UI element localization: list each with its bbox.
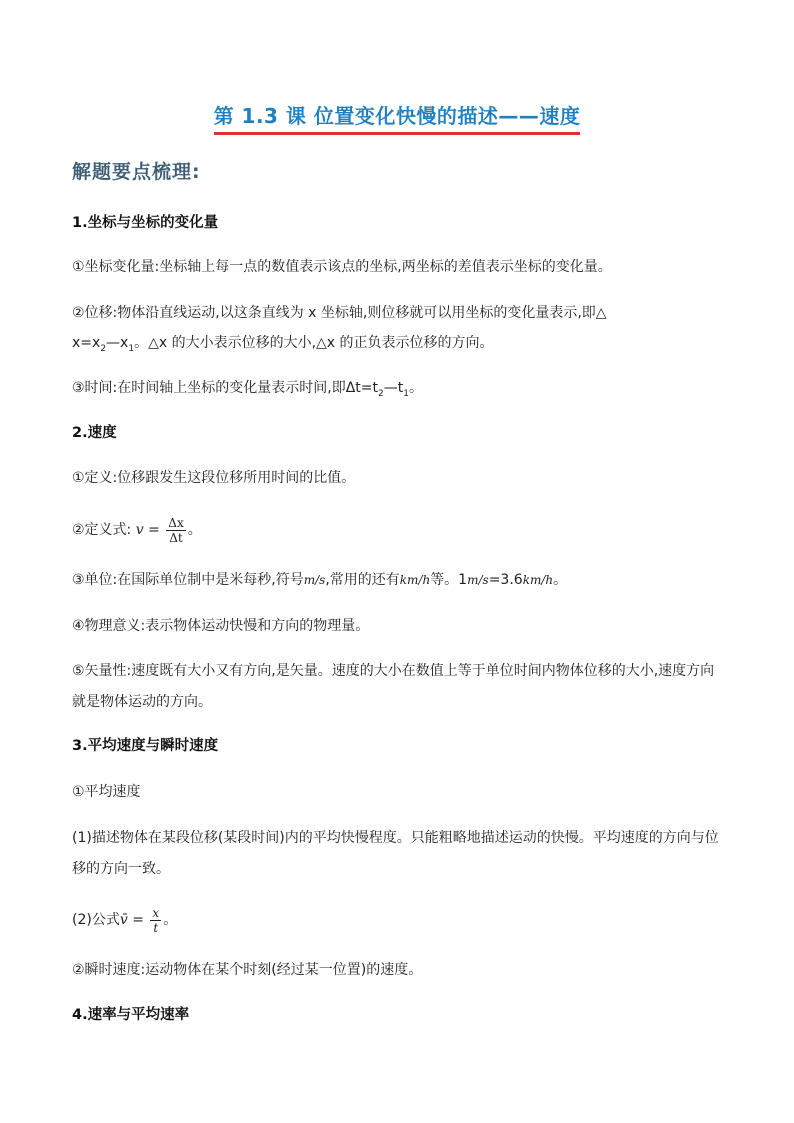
s4-heading: 4.速率与平均速率 bbox=[72, 1007, 190, 1023]
s2-paragraph-2 bbox=[72, 510, 727, 550]
velocity-fraction bbox=[166, 516, 185, 545]
s3-p3-label: (2)公式 bbox=[72, 912, 120, 928]
s1-p3-text-a: ③时间:在时间轴上坐标的变化量表示时间,即Δt=t bbox=[72, 380, 379, 396]
s1-heading: 1.坐标与坐标的变化量 bbox=[72, 215, 219, 231]
s2-p3-text-b: ,常用的还有 bbox=[325, 572, 400, 588]
s2-paragraph-3 bbox=[72, 565, 727, 596]
title-container bbox=[0, 102, 794, 135]
s1-p3-sub-2: 1 bbox=[403, 388, 409, 399]
s2-p2-v: v bbox=[135, 522, 144, 538]
s2-heading: 2.速度 bbox=[72, 425, 117, 441]
s2-p3-unit-1: m/s bbox=[303, 573, 326, 587]
avg-velocity-numerator: x bbox=[152, 905, 160, 920]
velocity-fraction-numerator: Δx bbox=[168, 515, 184, 530]
s1-paragraph-2-line-1: ②位移:物体沿直线运动,以这条直线为 x 坐标轴,则位移就可以用坐标的变化量表示,即△ bbox=[72, 305, 607, 321]
section-heading: 解题要点梳理: bbox=[72, 161, 201, 183]
s1-p2-text-a: x=x bbox=[72, 335, 101, 351]
s2-p3-unit-3: m/s bbox=[467, 573, 489, 587]
s1-p2-sub-2: 1 bbox=[128, 343, 135, 354]
s2-paragraph-4: ④物理意义:表示物体运动快慢和方向的物理量。 bbox=[72, 618, 370, 634]
s1-p2-text-b: —x bbox=[106, 335, 129, 351]
s1-p3-text-b: —t bbox=[383, 380, 404, 396]
s1-p3-sub-1: 2 bbox=[378, 388, 384, 399]
s1-paragraph-3 bbox=[72, 373, 727, 410]
s2-p3-text-a: ③单位:在国际单位制中是米每秒,符号 bbox=[72, 572, 304, 588]
s1-p2-sub-1: 2 bbox=[100, 343, 107, 354]
s3-paragraph-2: (1)描述物体在某段位移(某段时间)内的平均快慢程度。只能粗略地描述运动的快慢。平均速度的方向与位移的方向一致。 bbox=[72, 830, 719, 877]
s2-p3-text-d: =3.6 bbox=[488, 572, 523, 588]
page-title: 第 1.3 课 位置变化快慢的描述——速度 bbox=[214, 102, 581, 135]
avg-velocity-fraction bbox=[150, 906, 161, 935]
s2-paragraph-5: ⑤矢量性:速度既有大小又有方向,是矢量。速度的大小在数值上等于单位时间内物体位移的大小,速度方向就是物体运动的方向。 bbox=[72, 663, 715, 710]
s3-p3-v: v̄ bbox=[119, 912, 128, 928]
s2-p2-end: 。 bbox=[187, 522, 202, 538]
s2-p2-eq: = bbox=[143, 522, 165, 538]
velocity-fraction-denominator: Δt bbox=[169, 530, 183, 545]
s1-p3-text-c: 。 bbox=[408, 380, 423, 396]
s3-paragraph-1: ①平均速度 bbox=[72, 784, 141, 800]
s3-paragraph-4: ②瞬时速度:运动物体在某个时刻(经过某一位置)的速度。 bbox=[72, 962, 423, 978]
s3-paragraph-3 bbox=[72, 900, 727, 940]
s2-p3-unit-2: km/h bbox=[399, 573, 431, 587]
s2-p3-unit-4: km/h bbox=[522, 573, 554, 587]
s1-paragraph-2-line-2 bbox=[72, 328, 727, 365]
s1-paragraph-1: ①坐标变化量:坐标轴上每一点的数值表示该点的坐标,两坐标的差值表示坐标的变化量。 bbox=[72, 259, 612, 275]
s2-p3-text-e: 。 bbox=[553, 572, 568, 588]
s1-p2-text-c: 。△x 的大小表示位移的大小,△x 的正负表示位移的方向。 bbox=[134, 335, 494, 351]
avg-velocity-denominator: t bbox=[153, 920, 159, 935]
s2-paragraph-1: ①定义:位移跟发生这段位移所用时间的比值。 bbox=[72, 470, 356, 486]
s2-p3-text-c: 等。1 bbox=[430, 572, 468, 588]
s3-p3-end: 。 bbox=[163, 912, 178, 928]
s3-heading: 3.平均速度与瞬时速度 bbox=[72, 738, 219, 754]
s2-p2-label: ②定义式: bbox=[72, 522, 136, 538]
s3-p3-eq: = bbox=[127, 912, 149, 928]
